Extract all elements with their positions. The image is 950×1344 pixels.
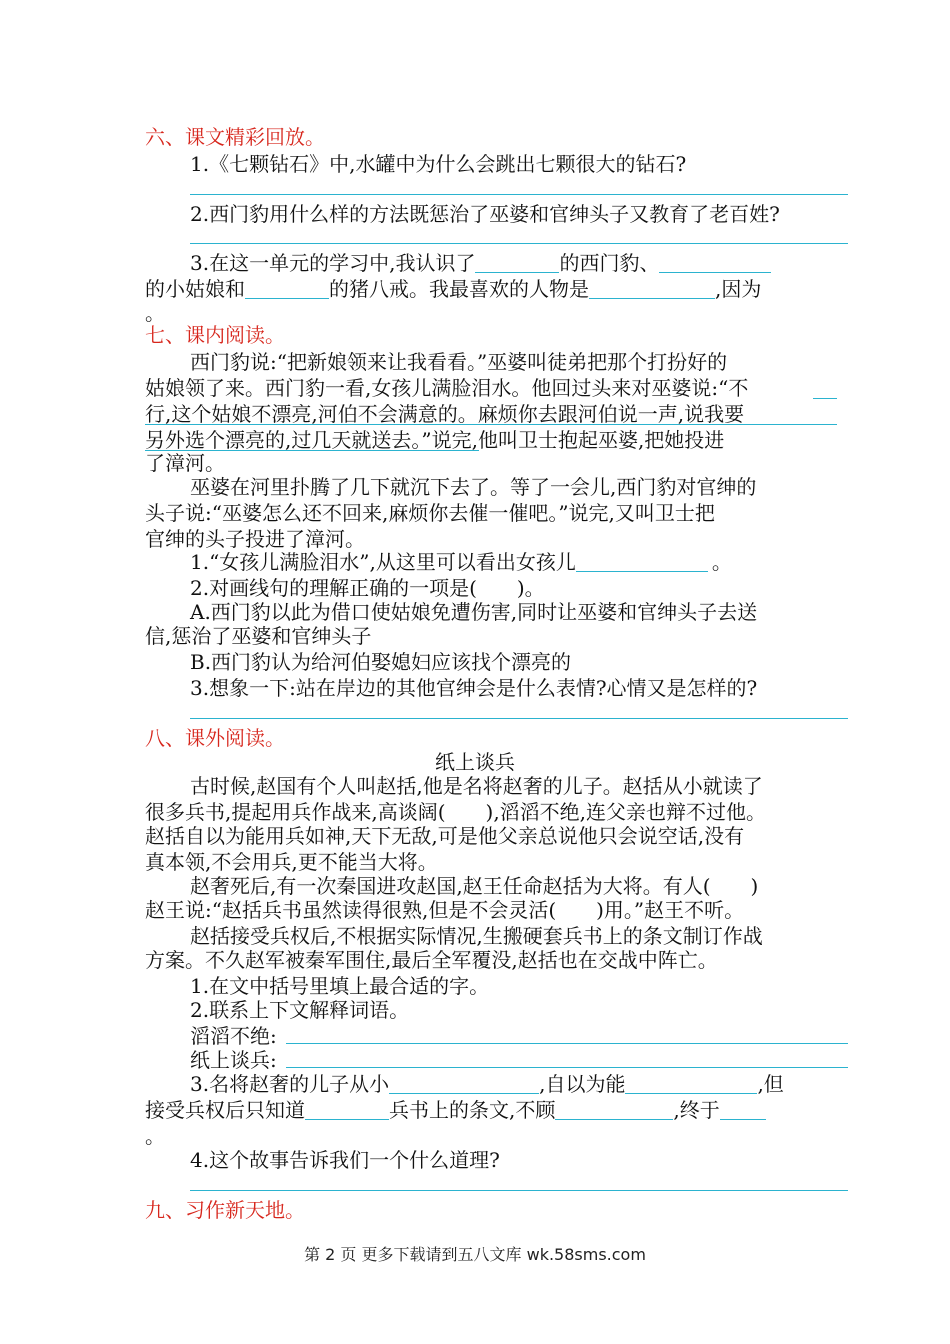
s8-passage-1-line-4: 真本领,不会用兵,更不能当大将。 [145, 850, 438, 874]
s6-q3-text-a: 3.在这一单元的学习中,我认识了 [190, 251, 476, 275]
s7-q1-text-a: 1.“女孩儿满脸泪水”,从这里可以看出女孩儿 [190, 550, 576, 574]
section-9-heading: 九、习作新天地。 [145, 1198, 305, 1222]
s7-q1-text-b: 。 [711, 550, 732, 574]
page-footer: 第 2 页 更多下载请到五八文库 wk.58sms.com [304, 1245, 646, 1264]
s8-q3-blank-5[interactable] [720, 1099, 766, 1120]
s7-q1-blank[interactable] [576, 551, 708, 572]
s8-word-1-label: 滔滔不绝: [190, 1024, 277, 1048]
s6-question-3-line-1 [190, 250, 771, 276]
s7-passage-1-line-1: 西门豹说:“把新娘领来让我看看。”巫婆叫徒弟把那个打扮好的 [190, 350, 728, 374]
s8-passage-1-line-3: 赵括自以为能用兵如神,天下无敌,可是他父亲总说他只会说空话,没有 [145, 824, 745, 848]
marked-sentence-underline-3 [145, 450, 479, 451]
s6-q3-text-e: ,因为 [715, 277, 762, 301]
s8-q3-text-b: ,自以为能 [539, 1072, 626, 1096]
s8-question-3-line-2 [145, 1097, 766, 1123]
s6-q3-text-d: 的猪八戒。我最喜欢的人物是 [329, 277, 589, 301]
s6-answer-line-2[interactable] [190, 243, 848, 244]
s6-q3-blank-2[interactable] [659, 252, 771, 273]
s6-q3-blank-1[interactable] [475, 252, 559, 273]
s6-question-3-line-2 [145, 276, 761, 302]
story-title: 纸上谈兵 [435, 750, 515, 774]
s8-q3-blank-2[interactable] [625, 1073, 757, 1094]
s8-question-2: 2.联系上下文解释词语。 [190, 998, 410, 1022]
s7-option-b: B.西门豹认为给河伯娶媳妇应该找个漂亮的 [190, 650, 572, 674]
s8-word-1-answer-line[interactable] [286, 1043, 848, 1044]
s8-passage-1-line-1: 古时候,赵国有个人叫赵括,他是名将赵奢的儿子。赵括从小就读了 [190, 774, 763, 798]
s6-q3-blank-3[interactable] [245, 278, 329, 299]
s8-passage-3-line-2: 方案。不久赵军被秦军围住,最后全军覆没,赵括也在交战中阵亡。 [145, 948, 718, 972]
s8-q3-text-d: 接受兵权后只知道 [145, 1098, 305, 1122]
s7-passage-2-line-1: 巫婆在河里扑腾了几下就沉下去了。等了一会儿,西门豹对官绅的 [190, 475, 757, 499]
section-8-heading: 八、课外阅读。 [145, 726, 285, 750]
s6-q3-blank-4[interactable] [589, 278, 715, 299]
s8-word-2-label: 纸上谈兵: [190, 1048, 277, 1072]
section-6-heading: 六、课文精彩回放。 [145, 125, 325, 149]
marked-sentence-underline-1 [813, 398, 837, 399]
s6-question-2: 2.西门豹用什么样的方法既惩治了巫婆和官绅头子又教育了老百姓? [190, 202, 780, 226]
s8-q3-blank-4[interactable] [555, 1099, 673, 1120]
s8-q3-blank-1[interactable] [389, 1073, 539, 1094]
s8-q3-end: 。 [145, 1124, 165, 1148]
s8-answer-line-4[interactable] [190, 1190, 848, 1191]
s8-passage-3-line-1: 赵括接受兵权后,不根据实际情况,生搬硬套兵书上的条文制订作战 [190, 924, 763, 948]
s7-passage-2-line-3: 官绅的头子投进了漳河。 [145, 527, 365, 551]
s8-word-2-answer-line[interactable] [286, 1067, 848, 1068]
s7-passage-1-line-4: 另外选个漂亮的,过几天就送去。”说完,他叫卫士抱起巫婆,把她投进 [145, 428, 725, 452]
s8-question-3-line-1 [190, 1071, 784, 1097]
s8-q3-text-a: 3.名将赵奢的儿子从小 [190, 1072, 390, 1096]
s7-question-2: 2.对画线句的理解正确的一项是( )。 [190, 576, 545, 600]
s7-option-a-line-2: 信,惩治了巫婆和官绅头子 [145, 624, 372, 648]
s8-passage-2-line-2: 赵王说:“赵括兵书虽然读得很熟,但是不会灵活( )用。”赵王不听。 [145, 898, 745, 922]
s7-question-1 [190, 549, 732, 575]
s7-passage-2-line-2: 头子说:“巫婆怎么还不回来,麻烦你去催一催吧。”说完,又叫卫士把 [145, 501, 715, 525]
s7-option-a-line-1: A.西门豹以此为借口使姑娘免遭伤害,同时让巫婆和官绅头子去送 [190, 600, 758, 624]
s7-passage-1-line-3: 行,这个姑娘不漂亮,河伯不会满意的。麻烦你去跟河伯说一声,说我要 [145, 402, 745, 426]
s8-question-1: 1.在文中括号里填上最合适的字。 [190, 974, 490, 998]
s7-passage-1-line-5: 了漳河。 [145, 451, 225, 475]
s8-question-4: 4.这个故事告诉我们一个什么道理? [190, 1148, 500, 1172]
s6-q3-end: 。 [145, 301, 165, 325]
s8-passage-2-line-1: 赵奢死后,有一次秦国进攻赵国,赵王任命赵括为大将。有人( ) [190, 874, 759, 898]
s8-q3-text-f: ,终于 [673, 1098, 720, 1122]
s6-answer-line-1[interactable] [190, 194, 848, 195]
s8-passage-1-line-2: 很多兵书,提起用兵作战来,高谈阔( ),滔滔不绝,连父亲也辩不过他。 [145, 800, 767, 824]
s8-q3-text-e: 兵书上的条文,不顾 [389, 1098, 556, 1122]
marked-sentence-underline-2 [145, 424, 837, 425]
s7-question-3: 3.想象一下:站在岸边的其他官绅会是什么表情?心情又是怎样的? [190, 676, 758, 700]
section-7-heading: 七、课内阅读。 [145, 323, 285, 347]
s7-answer-line-3[interactable] [190, 718, 848, 719]
s8-q3-blank-3[interactable] [305, 1099, 389, 1120]
s6-q3-text-b: 的西门豹、 [559, 251, 660, 275]
s6-q3-text-c: 的小姑娘和 [145, 277, 245, 301]
s6-question-1: 1.《七颗钻石》中,水罐中为什么会跳出七颗很大的钻石? [190, 152, 687, 176]
s7-passage-1-line-2: 姑娘领了来。西门豹一看,女孩儿满脸泪水。他回过头来对巫婆说:“不 [145, 376, 749, 400]
s8-q3-text-c: ,但 [757, 1072, 784, 1096]
